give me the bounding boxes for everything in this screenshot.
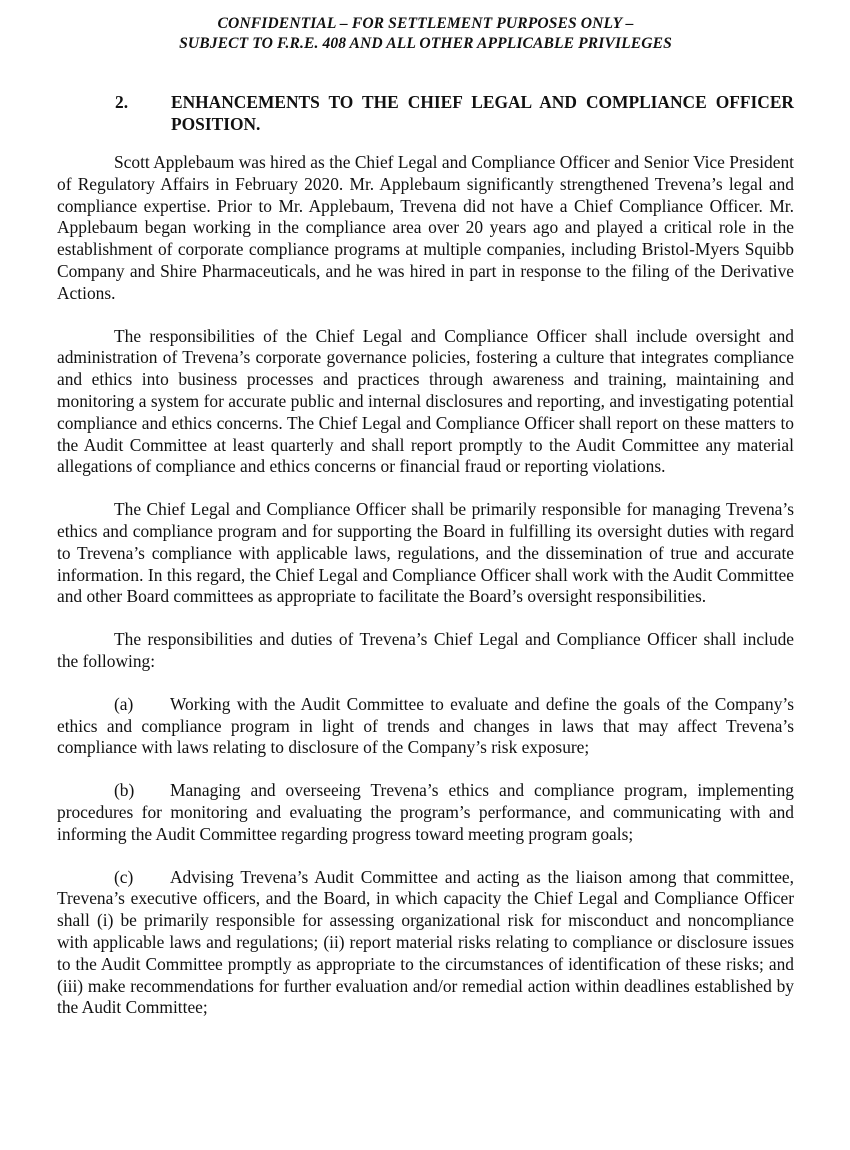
confidentiality-header xyxy=(57,14,794,53)
list-item-text: Advising Trevena’s Audit Committee and acting as the liaison among that committee, Trevena’s executive officers, and the Board, in which capacity the Chief Legal and Compliance Officer shall (i) be primarily responsible for assessing organizational risk for misconduct and noncompliance with applicable laws and regulations; (ii) report material risks relating to compliance or disclosure issues to the Audit Committee promptly as appropriate to the circumstances of identification of these risks; and (iii) make recommendations for further evaluation and/or remedial action within deadlines established by the Audit Committee; xyxy=(57,866,794,1018)
list-item-a xyxy=(57,694,794,759)
list-item-label: (c) xyxy=(114,866,134,887)
paragraph-duties-intro: The responsibilities and duties of Trevena’s Chief Legal and Compliance Officer shall include the following: xyxy=(57,629,794,671)
list-item-text: Working with the Audit Committee to evaluate and define the goals of the Company’s ethics and compliance program in light of trends and changes in laws that may affect Trevena’s compliance with laws relating to disclosure of the Company’s risk exposure; xyxy=(57,693,794,758)
list-item-b xyxy=(57,780,794,845)
list-item-label: (a) xyxy=(114,693,134,714)
list-item-c xyxy=(57,867,794,1020)
list-item-label: (b) xyxy=(114,780,135,801)
section-heading xyxy=(57,92,794,135)
paragraph-responsibilities: The responsibilities of the Chief Legal and Compliance Officer shall include oversight and administration of Trevena’s corporate governance policies, fostering a culture that integrates compliance and ethics into business processes and practices through awareness and training, maintaining and monitoring a system for accurate public and internal disclosures and reporting, and investigating potential compliance and ethics concerns. The Chief Legal and Compliance Officer shall report on these matters to the Audit Committee at least quarterly and shall report promptly to the Audit Committee any material allegations of compliance and ethics concerns or financial fraud or reporting violations. xyxy=(57,325,794,477)
section-number: 2. xyxy=(115,92,129,113)
header-line-2: SUBJECT TO F.R.E. 408 AND ALL OTHER APPLICABLE PRIVILEGES xyxy=(179,34,672,52)
list-item-text: Managing and overseeing Trevena’s ethics and compliance program, implementing procedures for monitoring and evaluating the program’s performance, and communicating with and informing the Audit Committee regarding progress toward meeting program goals; xyxy=(57,780,794,844)
paragraph-hiring: Scott Applebaum was hired as the Chief Legal and Compliance Officer and Senior Vice President of Regulatory Affairs in February 2020. Mr. Applebaum significantly strengthened Trevena’s legal and compliance expertise. Prior to Mr. Applebaum, Trevena did not have a Chief Compliance Officer. Mr. Applebaum began working in the compliance area over 20 years ago and played a critical role in the establishment of corporate compliance programs at multiple companies, including Bristol-Myers Squibb Company and Shire Pharmaceuticals, and he was hired in part in response to the filing of the Derivative Actions. xyxy=(57,152,794,303)
header-line-1: CONFIDENTIAL – FOR SETTLEMENT PURPOSES ONLY – xyxy=(217,15,634,32)
paragraph-primary-responsibility: The Chief Legal and Compliance Officer shall be primarily responsible for managing Trevena’s ethics and compliance program and for supporting the Board in fulfilling its oversight duties with regard to Trevena’s compliance with applicable laws, regulations, and the dissemination of true and accurate information. In this regard, the Chief Legal and Compliance Officer shall work with the Audit Committee and other Board committees as appropriate to facilitate the Board’s oversight responsibilities. xyxy=(57,499,794,607)
section-title: ENHANCEMENTS TO THE CHIEF LEGAL AND COMPLIANCE OFFICER POSITION. xyxy=(171,92,794,134)
